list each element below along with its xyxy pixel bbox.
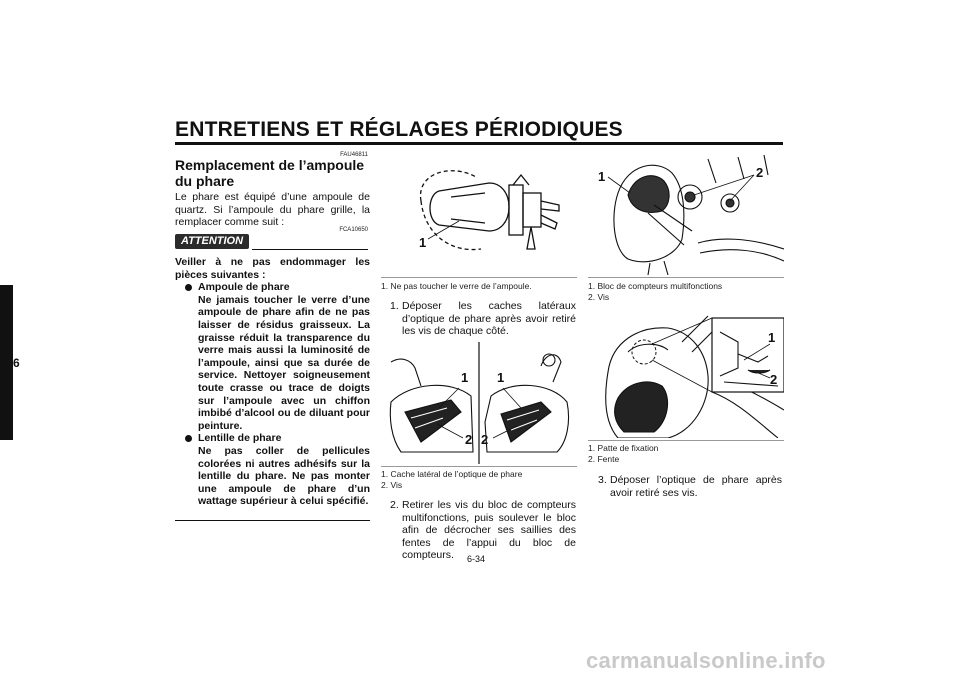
caption-rule	[588, 277, 784, 278]
step-text: Déposer l’optique de phare après avoir retiré ses vis.	[610, 474, 782, 499]
step-number: 1.	[390, 300, 399, 312]
figure-caption: 1. Cache latéral de l’optique de phare	[381, 469, 523, 479]
figure-caption: 1. Ne pas toucher le verre de l’ampoule.	[381, 281, 532, 291]
step-number: 3.	[598, 474, 607, 486]
bracket-slot-illustration	[588, 312, 784, 438]
figure-caption: 2. Fente	[588, 454, 620, 464]
callout-label: 2	[770, 372, 778, 387]
callout-label: 2	[465, 432, 473, 447]
page-title: ENTRETIENS ET RÉGLAGES PÉRIODIQUES	[175, 118, 623, 141]
caption-rule	[381, 466, 577, 467]
figure-caption: 1. Patte de fixation	[588, 443, 659, 453]
watermark: carmanualsonline.info	[586, 648, 826, 673]
callout-label: 1	[419, 235, 427, 250]
bulb-illustration	[381, 153, 577, 275]
attention-intro: Veiller à ne pas endommager les pièces suivantes :	[175, 256, 370, 281]
section-title: Remplacement de l’ampoule du phare	[175, 157, 365, 189]
figure-bracket-slot	[588, 312, 784, 438]
bullet-icon	[185, 284, 192, 291]
chapter-tab-number: 6	[13, 356, 20, 370]
attention-item-title: Lentille de phare	[198, 432, 282, 445]
bullet-icon	[185, 435, 192, 442]
callout-label: 1	[461, 370, 469, 385]
attention-badge: ATTENTION	[175, 234, 249, 249]
caption-rule	[588, 440, 784, 441]
attention-item-text: Ne pas coller de pellicules colorées ni autres adhésifs sur la lentille du phare. Ne pas monter une ampoule de phare d’un wattage supérieur à celui spécifié.	[198, 444, 370, 508]
meter-block-illustration	[588, 153, 784, 275]
figure-meter-block	[588, 153, 784, 275]
callout-label: 1	[598, 169, 606, 184]
step-2	[390, 499, 576, 562]
figure-side-covers	[381, 342, 577, 464]
callout-label: 2	[756, 165, 764, 180]
section-intro: Le phare est équipé d’une ampoule de quartz. Si l’ampoule du phare grille, la remplacer comme suit :	[175, 191, 370, 229]
attention-item-title: Ampoule de phare	[198, 281, 290, 294]
chapter-tab-bar	[0, 285, 13, 440]
step-text: Retirer les vis du bloc de compteurs multifonctions, puis soulever le bloc afin de décrocher ses saillies des fentes de l’appui du bloc de compteurs.	[402, 499, 576, 562]
attention-item	[175, 281, 370, 432]
attention-item	[175, 432, 370, 508]
step-3	[598, 474, 782, 499]
side-covers-illustration	[381, 342, 577, 464]
callout-label: 1	[768, 330, 776, 345]
attention-code: FCA10650	[339, 227, 368, 233]
figure-caption: 1. Bloc de compteurs multifonctions	[588, 281, 723, 291]
attention-box	[175, 256, 370, 508]
step-text: Déposer les caches latéraux d’optique de phare après avoir retiré les vis de chaque côté.	[402, 300, 576, 338]
figure-bulb	[381, 153, 577, 275]
step-number: 2.	[390, 499, 399, 511]
callout-label: 2	[481, 432, 489, 447]
header-rule	[175, 142, 783, 145]
page-number: 6-34	[467, 554, 486, 564]
callout-label: 1	[497, 370, 505, 385]
section-code: FAU46811	[340, 152, 368, 158]
figure-caption: 2. Vis	[588, 292, 610, 302]
figure-caption: 2. Vis	[381, 480, 403, 490]
step-1	[390, 300, 576, 338]
attention-item-text: Ne jamais toucher le verre d’une ampoule de phare afin de ne pas laisser de résidus graisseux. La graisse réduit la transparence du verre mais aussi la luminosité de l’ampoule, ainsi que sa durée de service. Nettoyer soigneusement toute crasse ou trace de doigts sur l’ampoule avec un chiffon imbibé d’alcool ou de diluant pour peinture.	[198, 293, 370, 432]
attention-rule	[252, 249, 368, 250]
attention-bottom-rule	[175, 520, 370, 521]
caption-rule	[381, 277, 577, 278]
